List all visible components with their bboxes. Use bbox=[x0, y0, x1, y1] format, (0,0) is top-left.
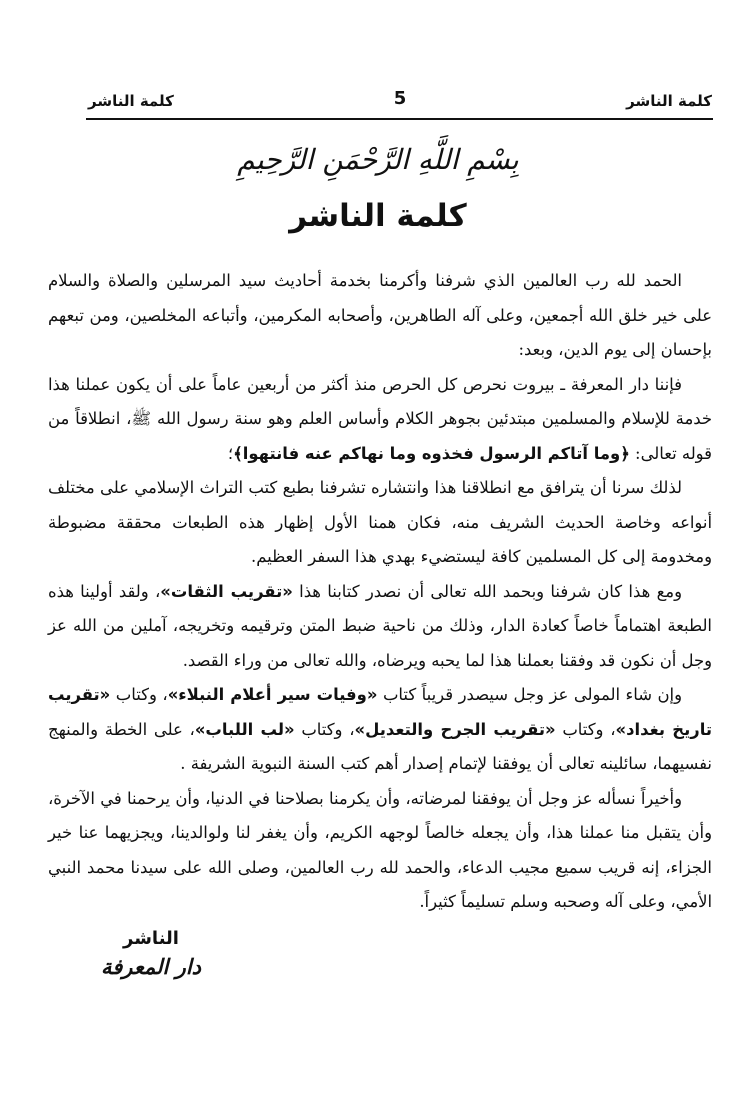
publisher-signature bbox=[96, 928, 206, 979]
paragraph-text: وإن شاء المولى عز وجل سيصدر قريباً كتاب bbox=[377, 685, 682, 704]
book-title: «تقريب الجرح والتعديل» bbox=[354, 719, 556, 739]
paragraph-text: ، وكتاب bbox=[555, 719, 616, 739]
book-title: «لب اللباب» bbox=[194, 719, 295, 739]
publisher-logo: دار المعرفة bbox=[100, 955, 202, 979]
paragraph-text: ، وكتاب bbox=[294, 719, 355, 739]
paragraph-text: فإننا دار المعرفة ـ بيروت نحرص كل الحرص منذ أكثر من أربعين عاماً على أن يكون عملنا هذا خدمة للإسلام والمسلمين مبتدئين بجوهر الكلام وأساس العلم وهو سنة رسول الله ﷺ، انطلاقاً من قوله تعالى: bbox=[48, 374, 712, 463]
paragraph-text: ؛ bbox=[227, 443, 234, 463]
header-title-left: كلمة الناشر bbox=[88, 92, 174, 110]
paragraph-praise: الحمد لله رب العالمين الذي شرفنا وأكرمنا بخدمة أحاديث سيد المرسلين والصلاة والسلام على خير خلق الله أجمعين، وعلى آله الطاهرين، وأصحابه المكرمين، وأتباعه المخلصين، ومن تبعهم بإحسان إلى يوم الدين، وبعد: bbox=[48, 271, 712, 359]
paragraph-this-book bbox=[48, 575, 712, 679]
paragraph-closing-prayer: وأخيراً نسأله عز وجل أن يوفقنا لمرضاته، وأن يكرمنا بصلاحنا في الدنيا، وأن يرحمنا في الآخرة، وأن يتقبل منا عملنا هذا، وأن يجعله خالصاً لوجهه الكريم، وأن يغفر لنا ولوالدينا، ويجزيهما عنا خير الجزاء، إنه قريب سميع مجيب الدعاء، والحمد لله رب العالمين، وصلى الله على سيدنا محمد النبي الأمي، وعلى آله وصحبه وسلم تسليماً كثيراً. bbox=[48, 788, 712, 911]
running-header bbox=[88, 88, 712, 114]
body-text bbox=[48, 264, 712, 920]
paragraph-upcoming bbox=[48, 678, 712, 782]
paragraph-text: ومع هذا كان شرفنا وبحمد الله تعالى أن نصدر كتابنا هذا bbox=[292, 581, 682, 601]
book-title: «تقريب الثقات» bbox=[160, 581, 293, 601]
header-rule bbox=[86, 118, 713, 120]
paragraph-text: ، وكتاب bbox=[110, 685, 168, 704]
signature-label: الناشر bbox=[123, 928, 179, 949]
book-title: «تقريب تاريخ بغداد» bbox=[48, 685, 712, 739]
basmala: بِسْمِ اللَّهِ الرَّحْمَنِ الرَّحِيمِ bbox=[237, 143, 519, 176]
page-number: 5 bbox=[393, 88, 407, 109]
paragraph-mission bbox=[48, 368, 712, 472]
paragraph-text: ، على الخطة والمنهج نفسيهما، سائلينه تعالى أن يوفقنا لإتمام إصدار أهم كتب السنة النبوية الشريفة . bbox=[48, 719, 712, 773]
paragraph-text: ، ولقد أولينا هذه الطبعة اهتماماً خاصاً كعادة الدار، وذلك من ناحية ضبط المتن وترقيمه وتخريجه، آملين من الله عز وجل أن نكون قد وفقنا بعملنا هذا لما يحبه ويرضاه، والله تعالى من وراء القصد. bbox=[48, 581, 712, 670]
book-title: «وفيات سير أعلام النبلاء» bbox=[167, 685, 378, 704]
paragraph-heritage: لذلك سرنا أن يترافق مع انطلاقنا هذا وانتشاره تشرفنا بطبع كتب التراث الإسلامي على مختلف أنواعه وخاصة الحديث الشريف منه، فكان همنا الأول إظهار هذه الطبعات محققة مضبوطة ومخدومة إلى كل المسلمين كافة ليستضيء بهدي هذا السفر العظيم. bbox=[48, 478, 712, 566]
header-title-right: كلمة الناشر bbox=[626, 92, 712, 110]
page-title: كلمة الناشر bbox=[289, 198, 467, 234]
quran-quote: ﴿وما آتاكم الرسول فخذوه وما نهاكم عنه فانتهوا﴾ bbox=[233, 443, 630, 463]
